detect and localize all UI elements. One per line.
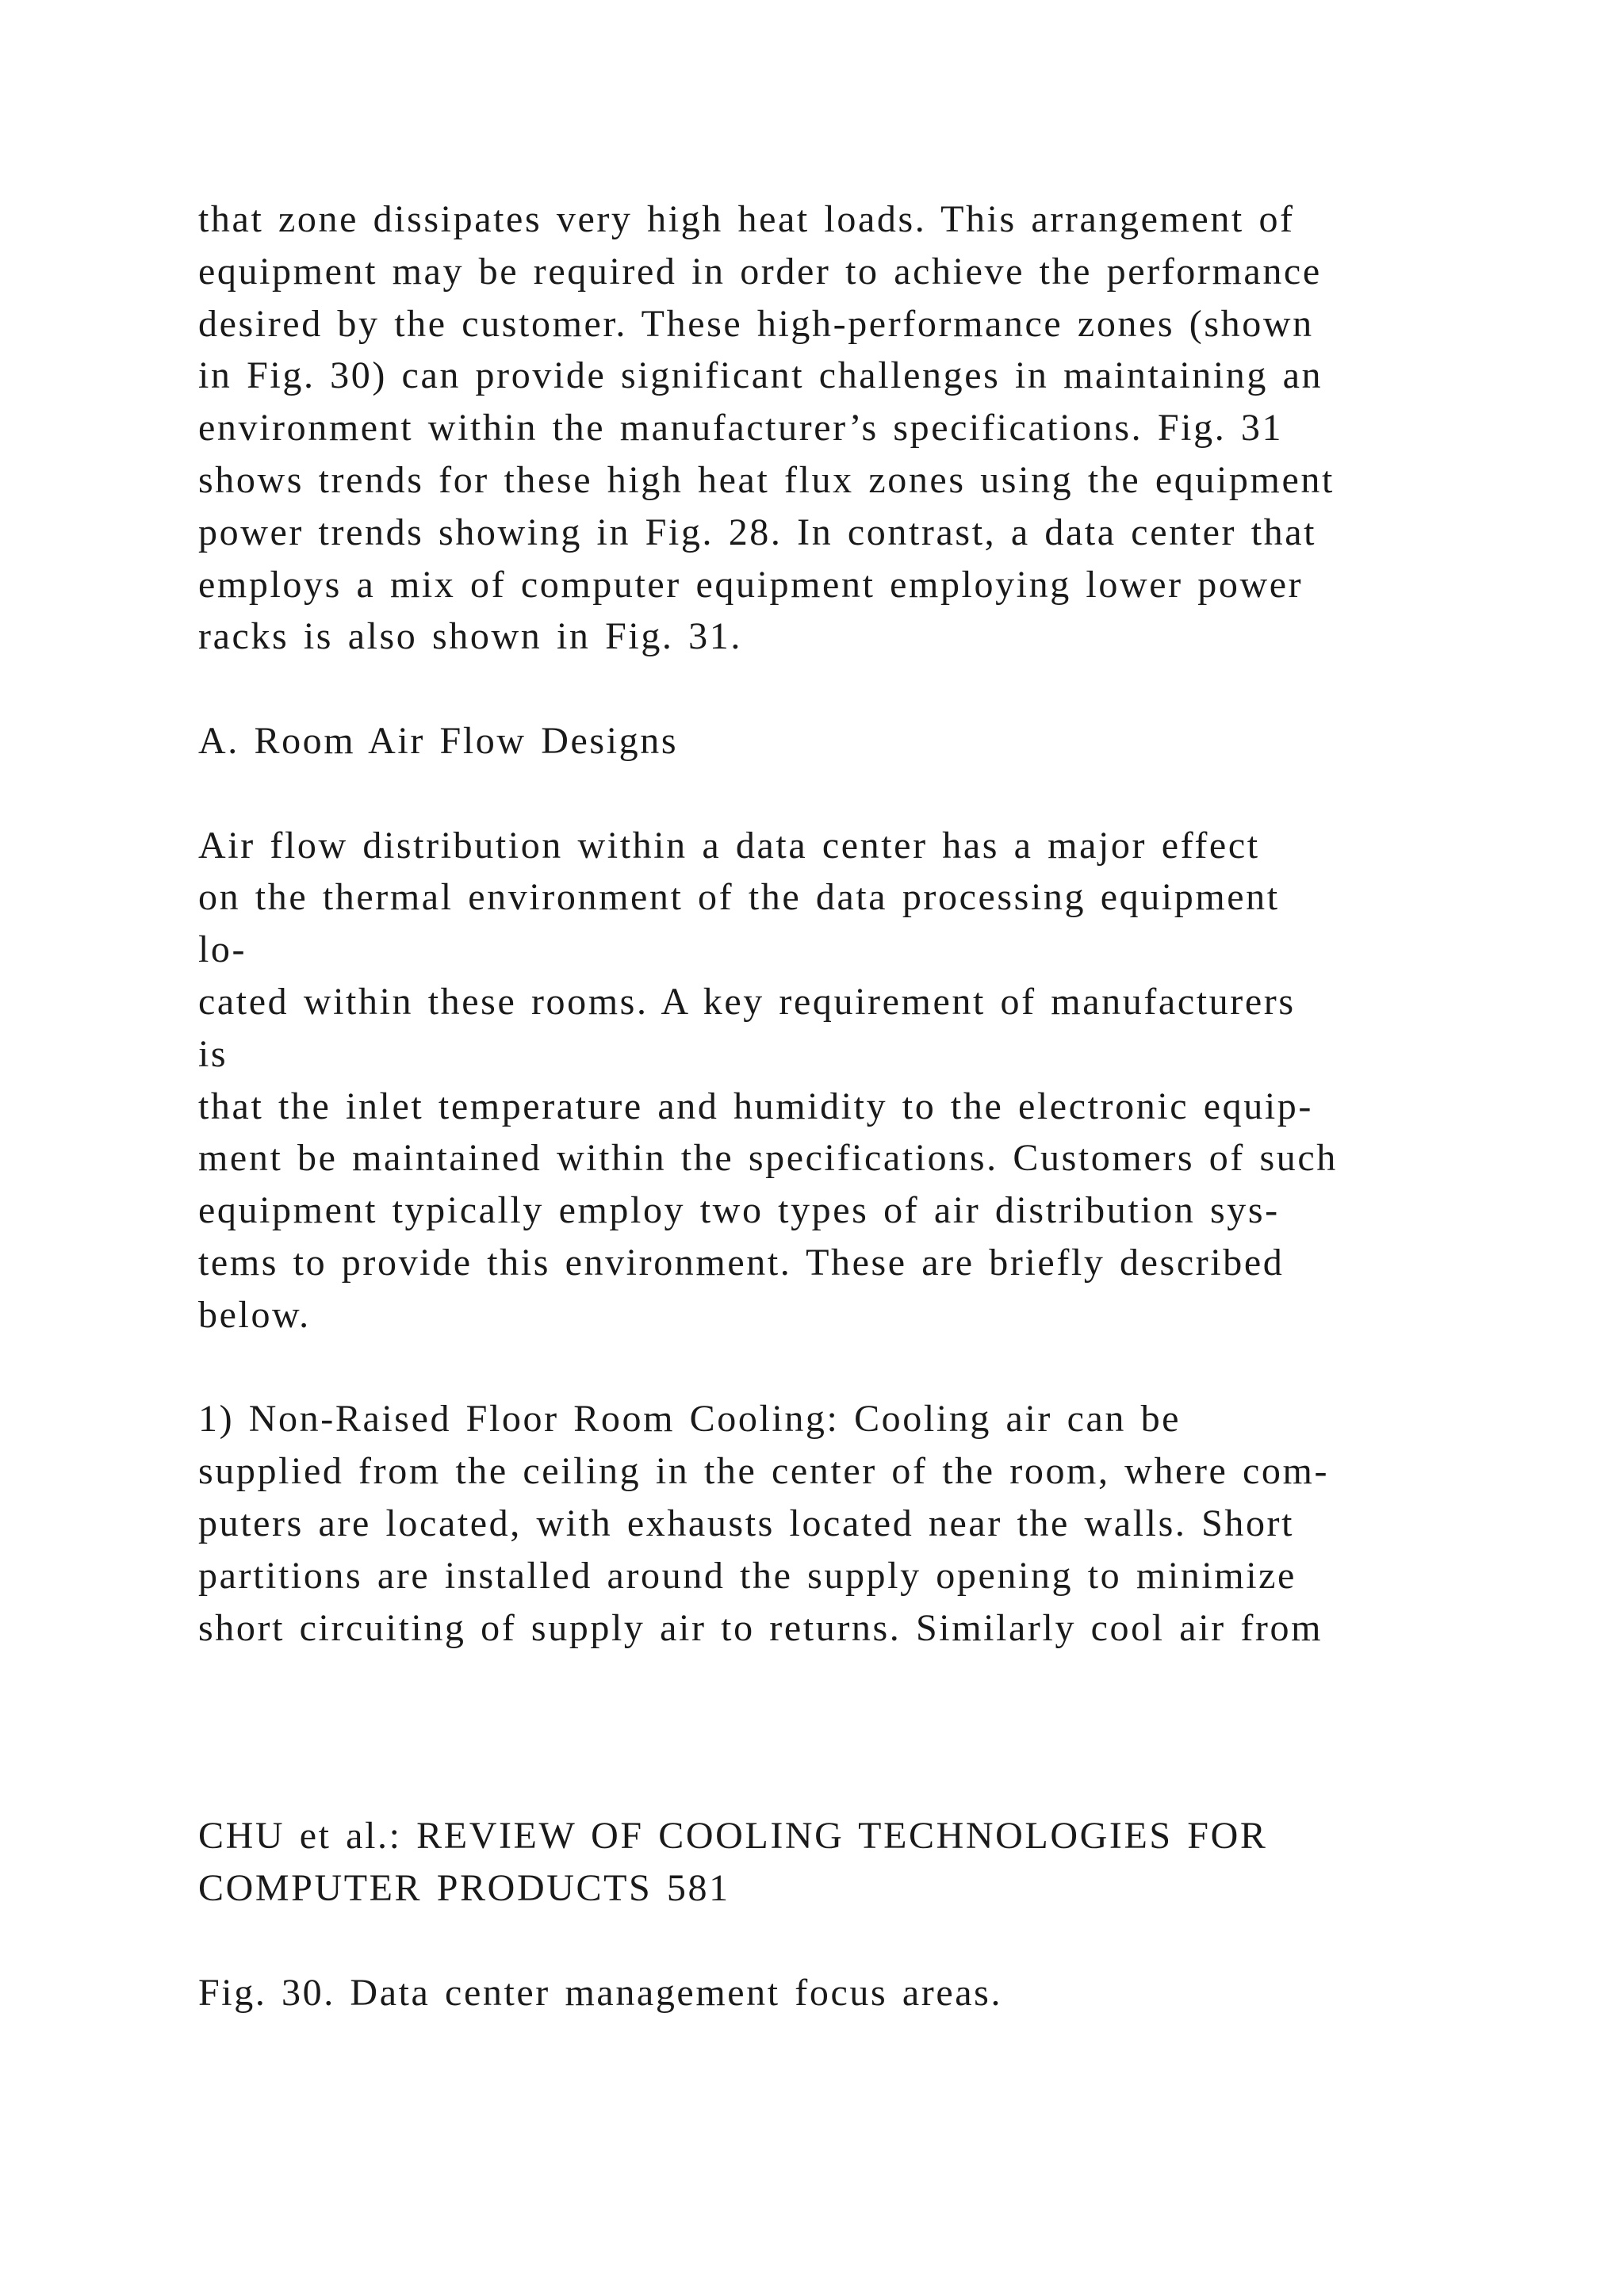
paragraph-spacer [198, 663, 1483, 715]
paragraph-spacer [198, 1341, 1483, 1394]
header-text-line: CHU et al.: REVIEW OF COOLING TECHNOLOGIES FOR [198, 1815, 1268, 1858]
text-line: partitions are installed around the supply opening to minimize [198, 1554, 1297, 1597]
text-line: that the inlet temperature and humidity to the electronic equip- [198, 1085, 1313, 1127]
text-line: short circuiting of supply air to returns. Similarly cool air from [198, 1606, 1323, 1649]
running-header [198, 1810, 1483, 1915]
section-heading [198, 715, 1483, 767]
text-line: puters are located, with exhausts located near the walls. Short [198, 1502, 1295, 1544]
text-line: lo- [198, 928, 247, 971]
text-line: desired by the customer. These high-performance zones (shown [198, 302, 1314, 345]
figure-caption [198, 1967, 1483, 2019]
text-line: cated within these rooms. A key requirement of manufacturers [198, 980, 1296, 1023]
body-paragraph-high-heat-zones [198, 193, 1483, 663]
document-page [198, 193, 1483, 2019]
text-line: in Fig. 30) can provide significant challenges in maintaining an [198, 354, 1323, 397]
text-line: ment be maintained within the specifications. Customers of such [198, 1137, 1338, 1180]
text-line: environment within the manufacturer’s specifications. Fig. 31 [198, 407, 1284, 450]
text-line: equipment typically employ two types of air distribution sys- [198, 1189, 1280, 1232]
text-line: supplied from the ceiling in the center of the room, where com- [198, 1450, 1330, 1493]
heading-text: A. Room Air Flow Designs [198, 719, 679, 762]
text-line: 1) Non-Raised Floor Room Cooling: Cooling air can be [198, 1398, 1182, 1441]
body-paragraph-air-flow-distribution [198, 820, 1483, 1341]
text-line: power trends showing in Fig. 28. In contrast, a data center that [198, 511, 1317, 553]
text-line: equipment may be required in order to achieve the performance [198, 250, 1322, 293]
text-line: that zone dissipates very high heat loads. This arrangement of [198, 198, 1295, 240]
paragraph-spacer [198, 1915, 1483, 1967]
header-text-line: COMPUTER PRODUCTS 581 [198, 1867, 730, 1910]
paragraph-spacer [198, 767, 1483, 820]
text-line: on the thermal environment of the data processing equipment [198, 876, 1280, 919]
caption-text: Fig. 30. Data center management focus areas. [198, 1971, 1003, 2014]
text-line: below. [198, 1293, 311, 1336]
text-line: is [198, 1032, 228, 1075]
text-line: Air flow distribution within a data center has a major effect [198, 824, 1260, 867]
paragraph-spacer [198, 1654, 1483, 1810]
text-line: employs a mix of computer equipment employing lower power [198, 563, 1304, 606]
text-line: racks is also shown in Fig. 31. [198, 615, 742, 658]
text-line: tems to provide this environment. These are briefly described [198, 1241, 1285, 1284]
text-line: shows trends for these high heat flux zones using the equipment [198, 458, 1335, 501]
body-paragraph-non-raised-floor [198, 1393, 1483, 1654]
